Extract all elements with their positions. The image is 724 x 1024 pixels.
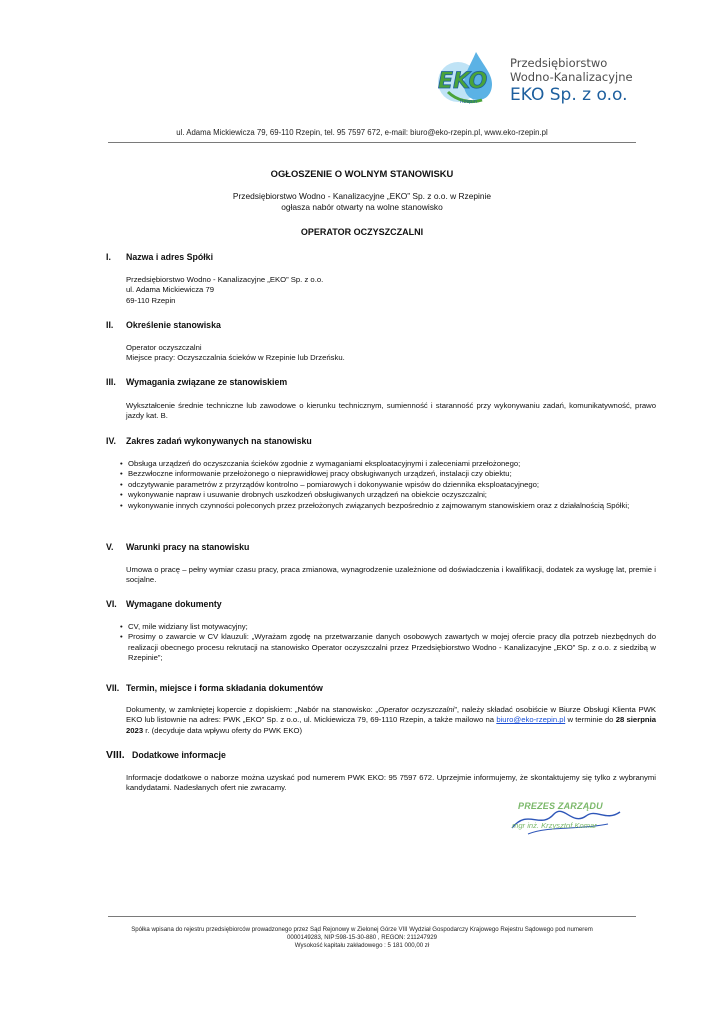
section-title: Termin, miejsce i forma składania dokumentów: [126, 683, 323, 693]
signature-title: PREZES ZARZĄDU: [518, 801, 603, 811]
section-4-heading: [106, 436, 312, 446]
section-2-heading: [106, 320, 221, 330]
section-number: VII.: [106, 683, 120, 693]
list-item: • odczytywanie parametrów z przyrządów kontrolno – pomiarowych i dokonywanie wpisów do dziennika eksploatacyjnego;: [120, 480, 656, 490]
position-line: Miejsce pracy: Oczyszczalnia ścieków w Rzepinie lub Drzeńsku.: [126, 353, 345, 363]
section-title: Określenie stanowiska: [126, 320, 221, 330]
additional-info-text: Informacje dodatkowe o naborze można uzyskać pod numerem PWK EKO: 95 7597 672. Uprzejmie informujemy, że skontaktujemy się tylko z wybranymi kandydatami. Nadesłanych ofert nie zwracamy.: [126, 773, 656, 793]
address-line: Przedsiębiorstwo Wodno - Kanalizacyjne „EKO” Sp. z o.o.: [126, 275, 324, 284]
duties-list: [120, 459, 656, 511]
section-number: II.: [106, 320, 114, 330]
intro-line-2: ogłasza nabór otwarty na wolne stanowisko: [281, 202, 443, 212]
contact-line: ul. Adama Mickiewicza 79, 69-110 Rzepin, tel. 95 7597 672, e-mail: biuro@eko-rzepin.pl, www.eko-rzepin.pl: [176, 128, 548, 137]
section-number: III.: [106, 377, 116, 387]
company-name: [510, 56, 633, 105]
section-number: IV.: [106, 436, 116, 446]
section-title: Wymagane dokumenty: [126, 599, 222, 609]
deadline-date: 28 sierpnia 2023: [126, 715, 656, 735]
submission-text-part: Dokumenty, w zamkniętej kopercie z dopiskiem: „Nabór na stanowisko: „: [126, 705, 379, 714]
section-title: Wymagania związane ze stanowiskiem: [126, 377, 288, 387]
footer-line-2: 0000149283, NIP:598-15-30-880 , REGON: 211247929: [287, 934, 437, 941]
company-address: [126, 275, 656, 306]
list-item: • Bezzwłoczne informowanie przełożonego o nieprawidłowej pracy obsługiwanych urządzeń, instalacji czy obiektu;: [120, 469, 656, 479]
section-3-heading: [106, 377, 287, 387]
section-title: Nazwa i adres Spółki: [126, 252, 214, 262]
submission-text-part: w terminie do: [565, 715, 616, 725]
list-item: • wykonywanie napraw i usuwanie drobnych uszkodzeń obsługiwanych urządzeń na obiekcie oczyszczalni;: [120, 490, 656, 500]
submission-text-part: r. (decyduje data wpływu oferty do PWK EKO): [143, 725, 303, 735]
footer-line-1: Spółka wpisana do rejestru przedsiębiorców prowadzonego przez Sąd Rejonowy w Zielonej Górze VIII Wydział Gospodarczy Krajowego Rejestru Sądowego pod numerem: [131, 926, 593, 933]
section-number: VIII.: [106, 749, 125, 761]
document-title: OGŁOSZENIE O WOLNYM STANOWISKU: [270, 168, 454, 179]
logo-subtext: Rzepin: [460, 99, 477, 105]
footer-line-3: Wysokość kapitału zakładowego : 5 181 000,00 zł: [294, 942, 430, 949]
position-line: Operator oczyszczalni: [126, 343, 202, 352]
list-item: • Prosimy o zawarcie w CV klauzuli: „Wyrażam zgodę na przetwarzanie danych osobowych zawartych w mojej ofercie pracy dla potrzeb niezbędnych do realizacji obecnego procesu rekrutacji na stanowisko Operator oczyszczalni przez Przedsiębiorstwo Wodno - Kanalizacyjne „EKO” Sp. z o.o. z siedzibą w Rzepinie”;: [120, 632, 656, 663]
section-title: Zakres zadań wykonywanych na stanowisku: [126, 436, 312, 446]
section-6-heading: [106, 599, 222, 609]
list-item: • wykonywanie innych czynności poleconych przez przełożonych związanych bezpośrednio z zajmowanym stanowiskiem oraz z działalnością Spółki;: [120, 501, 656, 511]
section-8-heading: [106, 749, 226, 761]
logo-wordmark: EKO: [438, 69, 488, 94]
email-link[interactable]: biuro@eko-rzepin.pl: [496, 715, 566, 725]
address-line: 69-110 Rzepin: [126, 295, 176, 305]
job-title: OPERATOR OCZYSZCZALNI: [300, 227, 424, 237]
submission-text-part: ”, należy składać osobiście w Biurze Obsługi Klienta PWK EKO lub listownie na adres: PWK „EKO” Sp. z o.o., ul. Mickiewicza 79, 69-1110 Rzepin, a także mailowo na: [126, 705, 657, 725]
signature-name: mgr inż. Krzysztof Komar: [512, 821, 597, 830]
intro-line-1: Przedsiębiorstwo Wodno - Kanalizacyjne „EKO” Sp. z o.o. w Rzepinie: [232, 191, 492, 201]
requirements-text: Wykształcenie średnie techniczne lub zawodowe o kierunku technicznym, sumienność i staranność przy wykonywaniu zadań, komunikatywność, prawo jazdy kat. B.: [126, 401, 656, 421]
submission-text: [126, 705, 656, 736]
section-title: Dodatkowe informacje: [132, 750, 226, 760]
section-title: Warunki pracy na stanowisku: [126, 542, 250, 552]
section-5-heading: [106, 542, 249, 552]
company-line-1: Przedsiębiorstwo: [510, 56, 608, 70]
list-item: • Obsługa urządzeń do oczyszczania ścieków zgodnie z wymaganiami eksploatacyjnymi i zaleceniami przełożonego;: [120, 459, 656, 469]
list-item: • CV, mile widziany list motywacyjny;: [120, 622, 656, 632]
eko-logo: [436, 48, 502, 110]
work-conditions-text: Umowa o pracę – pełny wymiar czasu pracy, praca zmianowa, wynagrodzenie uzależnione od doświadczenia i kwalifikacji, dodatek za wysługę lat, premie i socjalne.: [126, 565, 656, 585]
address-line: ul. Adama Mickiewicza 79: [126, 285, 215, 295]
section-1-heading: [106, 252, 213, 262]
company-line-2: Wodno-Kanalizacyjne: [510, 70, 633, 84]
section-number: V.: [106, 542, 114, 552]
section-number: I.: [106, 252, 111, 262]
section-7-heading: [106, 683, 323, 693]
company-line-3: EKO Sp. z o.o.: [510, 85, 628, 105]
job-name-emphasis: Operator oczyszczalni: [378, 705, 455, 714]
position-description: [126, 343, 656, 364]
header-divider: [108, 142, 636, 143]
footer-divider: [108, 916, 636, 917]
documents-list: [120, 622, 656, 664]
section-number: VI.: [106, 599, 117, 609]
